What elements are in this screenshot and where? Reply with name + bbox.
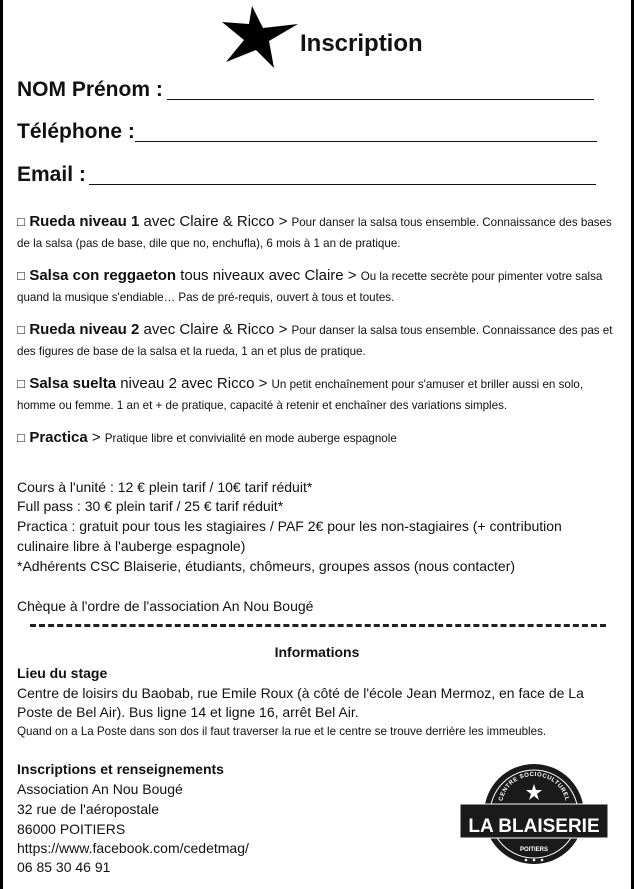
option-description: Ou la recette secrète pour pimenter votre salsa quand la musique s'endiable… Pas de pré-requis, ouvert à tous et toutes. (17, 270, 603, 304)
contact-phone: 06 85 30 46 91 (17, 859, 111, 875)
phone-field-line[interactable] (135, 141, 597, 142)
la-blaiserie-logo (458, 758, 610, 874)
price-unit: Cours à l'unité : 12 € plein tarif / 10€ tarif réduit* (17, 479, 313, 495)
option-name: Rueda niveau 1 (29, 213, 140, 230)
price-note: *Adhérents CSC Blaiserie, étudiants, chômeurs, groupes assos (nous contacter) (17, 558, 516, 574)
option-description: Un petit enchaînement pour s'amuser et briller aussi en solo, homme ou femme. 1 an et + de pratique, capacité à retenir et enchaîner des variations simples. (17, 378, 584, 412)
phone-field-label: Téléphone : (17, 120, 135, 143)
logo-name: LA BLAISERIE (468, 816, 600, 837)
option-name: Salsa con reggaeton (29, 267, 177, 284)
checkbox-practica[interactable]: □ (17, 430, 25, 445)
email-field-label: Email : (17, 163, 86, 186)
contact-heading: Inscriptions et renseignements (17, 761, 224, 777)
price-practica-cont: culinaire libre à l'auberge espagnole) (17, 538, 246, 554)
informations-title: Informations (274, 644, 360, 660)
option-details: avec Claire & Ricco > (139, 321, 292, 338)
contact-street: 32 rue de l'aéropostale (17, 801, 159, 817)
option-rueda-2 (17, 320, 621, 362)
option-name: Practica (29, 429, 88, 446)
name-field-line[interactable] (167, 99, 594, 100)
venue-directions: Quand on a La Poste dans son dos il faut traverser la rue et le centre se trouve derrière les immeubles. (17, 725, 547, 738)
contact-facebook-link[interactable]: https://www.facebook.com/cedetmag/ (17, 840, 249, 856)
checkbox-rueda-2[interactable]: □ (17, 322, 25, 337)
contact-association: Association An Nou Bougé (17, 781, 183, 797)
name-field-label: NOM Prénom : (17, 78, 163, 101)
email-field-line[interactable] (89, 184, 596, 185)
option-salsa-reggaeton (17, 266, 621, 308)
option-practica (17, 428, 621, 449)
cut-line-divider (30, 624, 606, 627)
option-details: niveau 2 avec Ricco > (116, 375, 272, 392)
option-description: Pour danser la salsa tous ensemble. Connaissance des bases de la salsa (pas de base, dile que no, enchufla), 6 mois à 1 an de pratique. (17, 216, 612, 250)
option-details: > (87, 429, 105, 446)
checkbox-salsa-reggaeton[interactable]: □ (17, 268, 25, 283)
contact-city: 86000 POITIERS (17, 821, 126, 837)
venue-heading: Lieu du stage (17, 665, 108, 681)
option-description: Pratique libre et convivialité en mode auberge espagnole (104, 432, 397, 445)
form-title: Inscription (300, 30, 423, 57)
option-name: Salsa suelta (29, 375, 117, 392)
price-full-pass: Full pass : 30 € plein tarif / 25 € tarif réduit* (17, 498, 284, 514)
option-details: avec Claire & Ricco > (139, 213, 292, 230)
checkbox-salsa-suelta[interactable]: □ (17, 376, 25, 391)
star-icon (222, 4, 298, 68)
checkbox-rueda-1[interactable]: □ (17, 214, 25, 229)
logo-top-arc: CENTRE SOCIOCULTUREL (498, 771, 570, 802)
venue-address: Centre de loisirs du Baobab, rue Emile Roux (à côté de l'école Jean Mermoz, en face de La (17, 685, 584, 701)
option-salsa-suelta (17, 374, 621, 416)
venue-transport: Poste de Bel Air). Bus ligne 14 et ligne 16, arrêt Bel Air. (17, 704, 359, 720)
option-rueda-1 (17, 212, 621, 254)
option-name: Rueda niveau 2 (29, 321, 140, 338)
logo-bottom: POITIERS (519, 847, 549, 853)
price-practica: Practica : gratuit pour tous les stagiaires / PAF 2€ pour les non-stagiaires (+ contribution (17, 518, 562, 534)
option-description: Pour danser la salsa tous ensemble. Connaissance des pas et des figures de base de la salsa et la rueda, 1 an et plus de pratique. (17, 324, 613, 358)
cheque-note: Chèque à l'ordre de l'association An Nou Bougé (17, 598, 314, 614)
option-details: tous niveaux avec Claire > (176, 267, 361, 284)
